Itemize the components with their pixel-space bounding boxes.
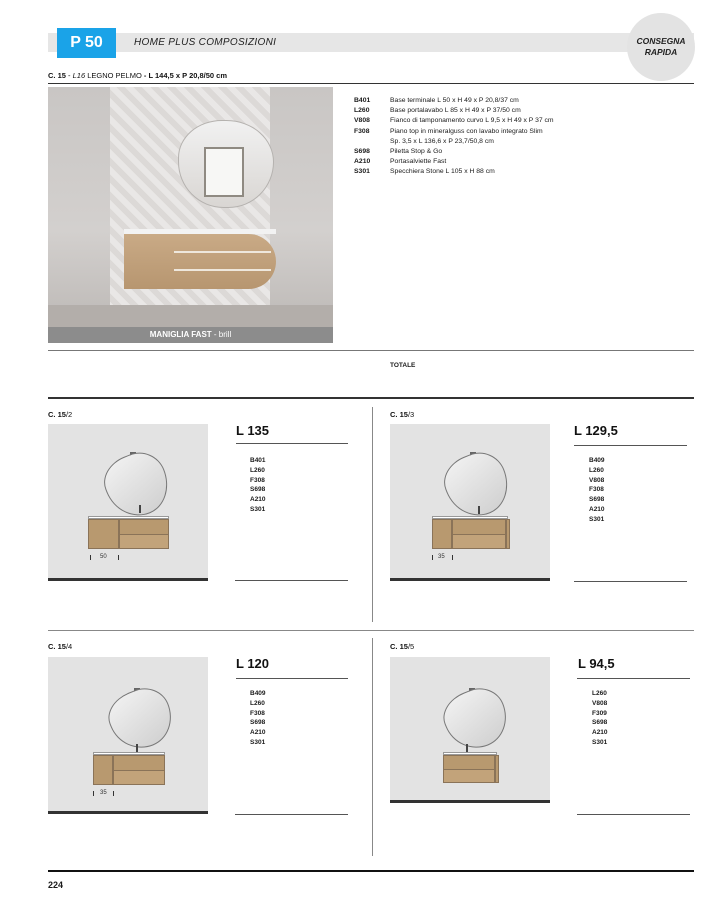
handle-finish: - brill — [211, 330, 232, 339]
variant-item-code: L260 — [592, 690, 607, 697]
page-code: P 50 — [57, 28, 116, 58]
price-line — [235, 580, 348, 581]
composition-label — [48, 71, 227, 80]
variant-width: L 135 — [236, 423, 270, 438]
handle-name: MANIGLIA FAST — [149, 330, 212, 339]
drawer-line — [174, 251, 271, 253]
variant-item-code: F308 — [250, 709, 265, 717]
variant-number: /4 — [65, 642, 73, 651]
variant-item-code: B409 — [589, 457, 605, 464]
composition-photo — [48, 87, 333, 327]
variant-item-code: F308 — [250, 476, 265, 484]
variant-item-code: L260 — [250, 466, 265, 474]
consegna-rapida-badge — [627, 13, 695, 81]
variant-item-code: F308 — [589, 486, 604, 494]
drawing-baseline — [48, 578, 208, 581]
item-desc: Fianco di tamponamento curvo L 9,5 x H 49 x P 37 cm — [390, 117, 554, 125]
item-desc: Piletta Stop & Go — [390, 148, 443, 156]
side-cabinet — [432, 519, 452, 549]
variants-top-rule — [48, 397, 694, 399]
section-rule — [48, 350, 694, 351]
item-desc: Portasalviette Fast — [390, 158, 447, 166]
variant-item-code: S301 — [250, 505, 266, 513]
variant-item-code: S301 — [589, 515, 605, 523]
footer-rule — [48, 870, 694, 872]
variant-drawing — [390, 657, 550, 803]
variant-label — [390, 642, 414, 651]
variant-code-list — [250, 456, 266, 515]
item-code: A210 — [354, 158, 371, 166]
variant-width: L 94,5 — [578, 656, 615, 671]
variant-item-code: S698 — [250, 486, 266, 494]
side-cabinet — [93, 755, 113, 785]
item-code: S301 — [354, 168, 370, 176]
variant-item-code: F309 — [592, 709, 607, 717]
composition-dims: - L 144,5 x P 20,8/50 cm — [141, 71, 228, 80]
dimension-tick — [90, 555, 91, 560]
variant-code: C. 15 — [390, 410, 408, 419]
variant-number: /2 — [65, 410, 73, 419]
mirror — [97, 445, 178, 526]
dimension-value: 35 — [438, 554, 445, 560]
item-code: L260 — [354, 107, 370, 115]
title-underline — [236, 678, 348, 679]
item-row — [354, 147, 630, 157]
variant-label — [390, 410, 414, 419]
variant-item-code: A210 — [589, 505, 605, 513]
title-underline — [574, 445, 687, 446]
variant-code-list — [589, 456, 605, 525]
variant-item-code: S698 — [592, 719, 608, 727]
drawing-baseline — [390, 800, 550, 803]
composition-code: C. 15 — [48, 71, 66, 80]
variant-item-code: A210 — [250, 729, 266, 737]
dimension-tick — [118, 555, 119, 560]
totale-label: TOTALE — [390, 362, 416, 369]
variant-label — [48, 410, 72, 419]
variant-item-code: V808 — [589, 476, 605, 484]
drawer — [113, 770, 165, 785]
top-rule — [48, 83, 694, 84]
item-row — [354, 106, 630, 116]
handle-caption — [48, 327, 333, 343]
tap — [466, 744, 468, 752]
variant-code-list — [592, 689, 608, 748]
dimension-tick — [452, 555, 453, 560]
tap — [139, 505, 141, 513]
item-desc: Piano top in mineralguss con lavabo integrato Slim — [390, 127, 543, 135]
price-line — [574, 581, 687, 582]
badge-line1: CONSEGNA — [636, 36, 686, 46]
item-list — [354, 96, 630, 178]
drawer — [452, 534, 506, 549]
variant-item-code: A210 — [592, 729, 608, 737]
variant-item-code: S301 — [250, 738, 266, 746]
dimension-tick — [93, 791, 94, 796]
item-code: V808 — [354, 117, 370, 125]
variant-item-code: S698 — [250, 719, 266, 727]
item-code — [354, 137, 390, 147]
item-desc: Sp. 3,5 x L 136,6 x P 23,7/50,8 cm — [390, 137, 494, 145]
variant-item-code: L260 — [589, 466, 604, 474]
variant-code: C. 15 — [48, 410, 66, 419]
item-row — [354, 96, 630, 106]
title-underline — [577, 678, 690, 679]
variant-width: L 120 — [236, 656, 270, 671]
item-row — [354, 167, 630, 177]
drawer — [119, 534, 169, 549]
variant-code: C. 15 — [48, 642, 66, 651]
side-panel — [506, 519, 510, 549]
mirror-reflection-window — [204, 147, 244, 197]
dimension-tick — [432, 555, 433, 560]
item-desc: Specchiera Stone L 105 x H 88 cm — [390, 168, 495, 176]
variant-item-code: V808 — [592, 699, 608, 707]
finish-code: L16 — [72, 71, 86, 80]
dimension-value: 50 — [100, 554, 107, 560]
variant-code-list — [250, 689, 266, 748]
item-code: B401 — [354, 97, 371, 104]
side-cabinet — [88, 519, 119, 549]
column-divider — [372, 407, 373, 622]
variant-item-code: L260 — [250, 699, 265, 707]
item-row — [354, 127, 630, 137]
item-desc: Base portalavabo L 85 x H 49 x P 37/50 cm — [390, 107, 521, 115]
tap — [478, 506, 480, 514]
finish-name: LEGNO PELMO — [85, 71, 142, 80]
column-divider — [372, 638, 373, 856]
variant-item-code: S698 — [589, 496, 605, 504]
drawing-baseline — [390, 578, 550, 581]
dimension-tick — [113, 791, 114, 796]
variants-middle-rule — [48, 630, 694, 631]
variant-width: L 129,5 — [574, 423, 618, 438]
item-code: F308 — [354, 127, 370, 135]
item-desc: Base terminale L 50 x H 49 x P 20,8/37 cm — [390, 97, 519, 104]
tap — [136, 744, 138, 752]
price-line — [577, 814, 690, 815]
price-line — [235, 814, 348, 815]
title-underline — [236, 443, 348, 444]
drawer-line — [174, 269, 271, 271]
variant-code: C. 15 — [390, 642, 408, 651]
variant-drawing — [48, 424, 208, 581]
variant-item-code: S301 — [592, 738, 608, 746]
item-code: S698 — [354, 148, 370, 156]
dimension-value: 35 — [100, 790, 107, 796]
badge-line2: RAPIDA — [644, 47, 678, 57]
drawing-baseline — [48, 811, 208, 814]
page-title: HOME PLUS COMPOSIZIONI — [134, 37, 277, 48]
item-row — [354, 137, 630, 147]
page-number: 224 — [48, 880, 64, 890]
label-separator: - — [65, 71, 73, 80]
variant-item-code: B409 — [250, 690, 266, 697]
item-row — [354, 116, 630, 126]
variant-item-code: A210 — [250, 496, 266, 504]
variant-item-code: B401 — [250, 457, 266, 464]
variant-number: /5 — [407, 642, 415, 651]
floor — [48, 305, 333, 327]
variant-number: /3 — [407, 410, 415, 419]
variant-label — [48, 642, 72, 651]
side-panel — [495, 755, 499, 783]
drawer — [443, 769, 495, 783]
mirror — [437, 445, 518, 526]
mirror — [436, 680, 515, 757]
vanity-cabinet — [124, 234, 276, 289]
variant-drawing — [390, 424, 550, 581]
item-row — [354, 157, 630, 167]
variant-drawing — [48, 657, 208, 814]
mirror — [101, 680, 180, 757]
